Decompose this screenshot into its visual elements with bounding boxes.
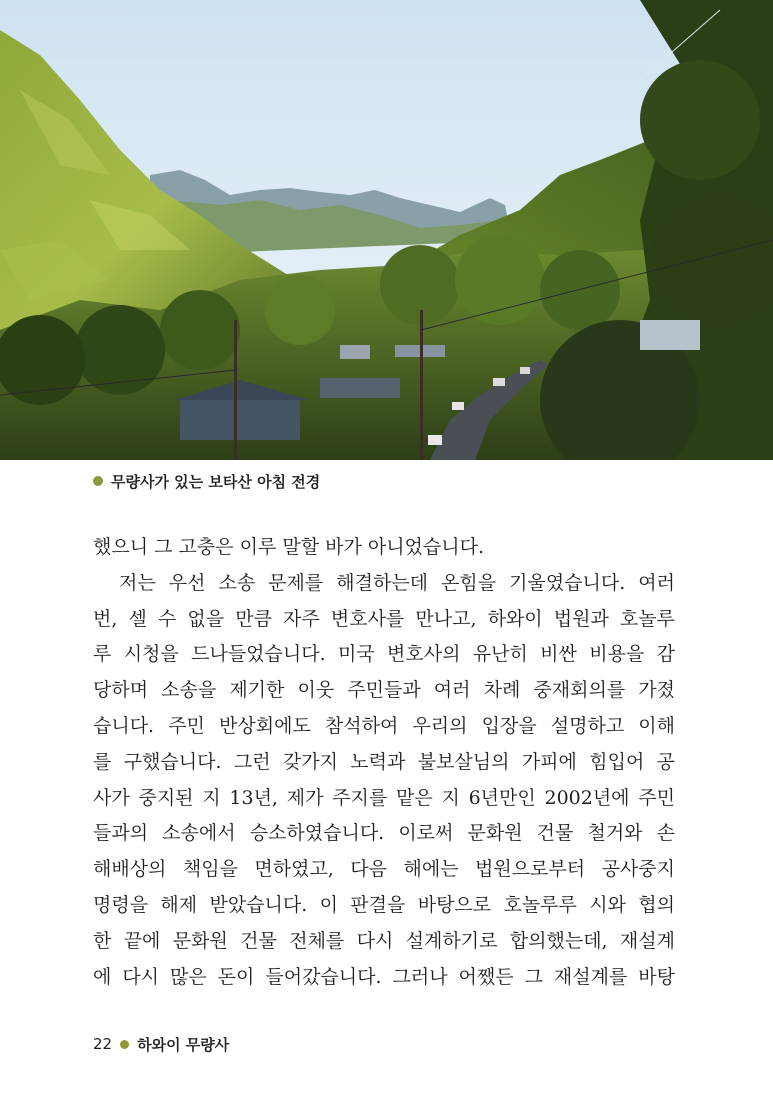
- photo-caption: [93, 469, 320, 493]
- page-number: 22: [93, 1035, 113, 1053]
- text-line: 사가 중지된 지 13년, 제가 주지를 맡은 지 6년만인 2002년에 주민: [93, 786, 675, 809]
- text-line: 한 끝에 문화원 건물 전체를 다시 설계하기로 합의했는데, 재설계: [93, 929, 675, 952]
- text-line: 습니다. 주민 반상회에도 참석하여 우리의 입장을 설명하고 이해: [93, 714, 675, 737]
- text-line: 해배상의 책임을 면하였고, 다음 해에는 법원으로부터 공사중지: [93, 858, 675, 881]
- book-title: 하와이 무량사: [137, 1035, 230, 1054]
- text-line: 했으니 그 고충은 이루 말할 바가 아니었습니다.: [93, 536, 485, 558]
- caption-bullet-icon: [93, 476, 103, 486]
- footer-bullet-icon: [120, 1040, 129, 1049]
- text-line: 들과의 소송에서 승소하였습니다. 이로써 문화원 건물 철거와 손: [93, 822, 675, 845]
- text-line: 당하며 소송을 제기한 이웃 주민들과 여러 차례 중재회의를 가졌: [93, 679, 675, 702]
- body-text: [93, 530, 675, 995]
- text-line: 저는 우선 소송 문제를 해결하는데 온힘을 기울였습니다. 여러: [93, 571, 675, 594]
- text-line: 를 구했습니다. 그런 갖가지 노력과 불보살님의 가피에 힘입어 공: [93, 750, 675, 773]
- photo-illustration: [0, 0, 773, 460]
- text-line: 번, 셀 수 없을 만큼 자주 변호사를 만나고, 하와이 법원과 호놀루: [93, 607, 675, 630]
- text-line: 명령을 해제 받았습니다. 이 판결을 바탕으로 호놀루루 시와 협의: [93, 893, 675, 916]
- caption-text: 무량사가 있는 보타산 아침 전경: [111, 472, 321, 491]
- mountain-valley-photo: [0, 0, 773, 460]
- page-footer: [93, 1032, 229, 1056]
- text-line: 루 시청을 드나들었습니다. 미국 변호사의 유난히 비싼 비용을 감: [93, 643, 675, 666]
- text-line: 에 다시 많은 돈이 들어갔습니다. 그러나 어쨌든 그 재설계를 바탕: [93, 965, 675, 988]
